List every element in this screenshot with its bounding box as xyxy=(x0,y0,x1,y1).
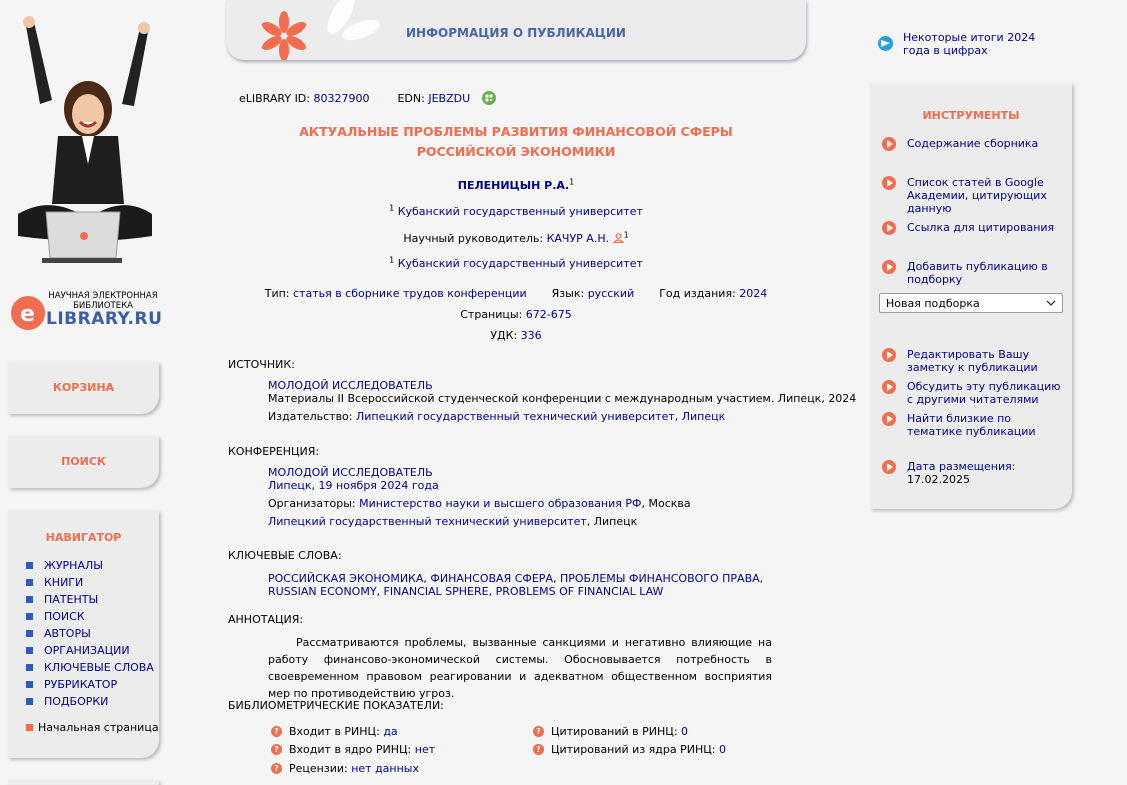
publication-ids xyxy=(239,91,496,105)
nav-item-authors[interactable] xyxy=(26,625,154,642)
udk-value: 336 xyxy=(520,329,542,342)
elibrary-logo[interactable] xyxy=(10,290,163,332)
nav-item-label[interactable]: КЛЮЧЕВЫЕ СЛОВА xyxy=(44,660,154,674)
citations-indicator xyxy=(533,725,688,738)
home-bullet-icon xyxy=(26,724,33,731)
qr-code-icon[interactable] xyxy=(482,91,496,105)
arrow-right-icon xyxy=(882,260,896,274)
conference-place-date[interactable]: Липецк, 19 ноября 2024 года xyxy=(268,479,439,492)
publisher-link[interactable]: Липецкий государственный технический университет, Липецк xyxy=(356,410,726,423)
selection-value: Новая подборка xyxy=(886,296,980,310)
page-title: ИНФОРМАЦИЯ О ПУБЛИКАЦИИ xyxy=(406,26,626,40)
organizer1-city: , Москва xyxy=(641,497,691,510)
arrow-right-icon xyxy=(882,348,896,362)
keywords-list[interactable] xyxy=(268,572,768,598)
cart-panel[interactable] xyxy=(8,362,159,414)
rinc-indicator xyxy=(271,725,398,738)
conference-name[interactable]: МОЛОДОЙ ИССЛЕДОВАТЕЛЬ xyxy=(268,466,433,479)
source-publisher xyxy=(268,410,725,423)
conference-organizers xyxy=(268,497,691,510)
annotation-heading: АННОТАЦИЯ: xyxy=(228,613,304,626)
search-panel[interactable] xyxy=(8,436,159,488)
reviews-value: нет данных xyxy=(351,762,419,775)
nav-item-keywords[interactable] xyxy=(26,659,154,676)
tool-citation-link[interactable] xyxy=(882,221,1067,235)
language-value: русский xyxy=(587,287,635,300)
supervisor-affiliation-number: 1 xyxy=(389,255,395,265)
bullet-icon xyxy=(26,562,33,569)
reviews-label: Рецензии: xyxy=(289,762,348,775)
nav-item-label[interactable]: ПОИСК xyxy=(44,609,85,623)
elibrary-id-link[interactable]: 80327900 xyxy=(313,91,370,105)
search-button[interactable]: ПОИСК xyxy=(61,455,106,468)
nav-item-rubricator[interactable] xyxy=(26,676,154,693)
nav-item-label[interactable]: АВТОРЫ xyxy=(44,626,91,640)
source-name[interactable]: МОЛОДОЙ ИССЛЕДОВАТЕЛЬ xyxy=(268,379,433,392)
bullet-icon xyxy=(26,579,33,586)
affiliation-index: 1 xyxy=(389,203,395,213)
organizer2-link[interactable]: Липецкий государственный технический университет xyxy=(268,515,587,528)
conference-heading: КОНФЕРЕНЦИЯ: xyxy=(228,445,320,458)
left-column xyxy=(0,0,170,785)
bullet-icon xyxy=(26,698,33,705)
arrow-right-icon xyxy=(882,380,896,394)
bottom-panel xyxy=(8,780,159,785)
tool-label[interactable]: Редактировать Вашу заметку к публикации xyxy=(907,348,1038,374)
tool-edit-note[interactable] xyxy=(882,348,1067,374)
tool-add-to-selection[interactable] xyxy=(882,260,1067,286)
tool-contents[interactable] xyxy=(882,137,1067,151)
conference-name-link[interactable] xyxy=(268,466,433,479)
affiliation-link[interactable]: Кубанский государственный университет xyxy=(397,205,643,218)
core-value: нет xyxy=(414,743,436,756)
nav-item-collections[interactable] xyxy=(26,693,154,710)
udk xyxy=(226,329,806,342)
tool-find-similar[interactable] xyxy=(882,412,1067,438)
posted-label: Дата размещения: xyxy=(907,460,1016,473)
telegram-news[interactable] xyxy=(878,31,1063,57)
telegram-news-link[interactable]: Некоторые итоги 2024 года в цифрах xyxy=(903,31,1036,57)
supervisor xyxy=(226,232,806,245)
navigator-panel xyxy=(8,510,159,758)
main-content xyxy=(226,0,857,785)
nav-item-label[interactable]: КНИГИ xyxy=(44,575,84,589)
author-affiliation xyxy=(226,205,806,218)
keywords-text[interactable]: РОССИЙСКАЯ ЭКОНОМИКА, ФИНАНСОВАЯ СФЕРА, ПРОБЛЕМЫ ФИНАНСОВОГО ПРАВА, RUSSIAN ECONOMY, FINANCIAL SPHERE, PROBLEMS OF FINANCIAL LAW xyxy=(268,572,764,598)
help-icon[interactable]: ? xyxy=(533,726,544,737)
author-affiliation-index: 1 xyxy=(569,177,575,187)
logo-caption xyxy=(48,291,158,311)
conference-date-link[interactable] xyxy=(268,479,439,492)
core-cites-label: Цитирований из ядра РИНЦ: xyxy=(551,743,716,756)
rinc-core-indicator xyxy=(271,743,435,756)
pages xyxy=(226,308,806,321)
logo-caption-line2: БИБЛИОТЕКА xyxy=(73,301,133,311)
arrow-right-icon xyxy=(882,137,896,151)
tool-discuss[interactable] xyxy=(882,380,1067,406)
posted-value: 17.02.2025 xyxy=(907,473,970,486)
organizer2-city: , Липецк xyxy=(586,515,638,528)
tool-label[interactable]: Добавить публикацию в подборку xyxy=(907,260,1048,286)
home-link-label[interactable]: Начальная страница xyxy=(38,721,159,734)
conference-organizer2 xyxy=(268,515,637,528)
page-header-banner xyxy=(226,0,806,60)
right-column xyxy=(870,0,1072,785)
publisher-label: Издательство: xyxy=(268,410,353,423)
logo-text: LIBRARY.RU xyxy=(46,309,163,329)
home-link[interactable] xyxy=(26,721,159,734)
source-name-link[interactable] xyxy=(268,379,433,392)
edn-link[interactable]: JEBZDU xyxy=(428,91,471,105)
tool-label[interactable]: Обсудить эту публикацию с другими читателями xyxy=(907,380,1061,406)
nav-item-label[interactable]: ПАТЕНТЫ xyxy=(44,592,99,606)
nav-item-label[interactable]: РУБРИКАТОР xyxy=(44,677,118,691)
help-icon[interactable]: ? xyxy=(271,726,282,737)
chevron-down-icon xyxy=(1046,300,1056,306)
author-link[interactable]: ПЕЛЕНИЦЫН Р.А. xyxy=(457,179,570,192)
year-value: 2024 xyxy=(739,287,768,300)
posted-date xyxy=(882,460,1067,486)
nav-item-journals[interactable] xyxy=(26,557,154,574)
cites-value[interactable]: 0 xyxy=(681,725,689,738)
logo-caption-line1: НАУЧНАЯ ЭЛЕКТРОННАЯ xyxy=(48,291,158,301)
edn-label: EDN: xyxy=(397,91,425,105)
arrow-right-icon xyxy=(882,176,896,190)
pages-label: Страницы: xyxy=(460,308,523,321)
nav-item-books[interactable] xyxy=(26,574,154,591)
tool-label[interactable]: Найти близкие по тематике публикации xyxy=(907,412,1036,438)
core-label: Входит в ядро РИНЦ: xyxy=(289,743,412,756)
arrow-right-icon xyxy=(882,221,896,235)
help-icon[interactable]: ? xyxy=(271,763,282,774)
biblio-heading: БИБЛИОМЕТРИЧЕСКИЕ ПОКАЗАТЕЛИ: xyxy=(228,699,444,712)
supervisor-label: Научный руководитель: xyxy=(403,232,544,245)
bullet-icon xyxy=(26,681,33,688)
bullet-icon xyxy=(26,664,33,671)
cites-label: Цитирований в РИНЦ: xyxy=(551,725,678,738)
nav-item-label[interactable]: ОРГАНИЗАЦИИ xyxy=(44,643,130,657)
tools-panel xyxy=(870,83,1072,509)
source-heading: ИСТОЧНИК: xyxy=(228,358,295,371)
bullet-icon xyxy=(26,647,33,654)
supervisor-affiliation xyxy=(226,257,806,270)
author xyxy=(226,179,806,192)
publication-meta xyxy=(226,287,806,300)
rinc-value: да xyxy=(383,725,398,738)
bullet-icon xyxy=(26,596,33,603)
tool-label[interactable]: Ссылка для цитирования xyxy=(907,221,1055,234)
posted-date-block xyxy=(907,460,1067,486)
nav-item-patents[interactable] xyxy=(26,591,154,608)
year-label: Год издания: xyxy=(659,287,736,300)
core-cites-value[interactable]: 0 xyxy=(718,743,726,756)
help-icon[interactable]: ? xyxy=(533,744,544,755)
publication-title-line2: РОССИЙСКОЙ ЭКОНОМИКИ xyxy=(416,144,616,159)
telegram-icon xyxy=(878,36,893,51)
svg-text:e: e xyxy=(20,302,35,327)
annotation-text: Рассматриваются проблемы, вызванные санкциями и негативно влияющие на работу финансово-экономической системы. Обосновывается потребность в своевременном правовом реагировании и адекватном общественном восприятия мер по противодействию угроз. xyxy=(268,636,772,700)
bullet-icon xyxy=(26,613,33,620)
tool-label[interactable]: Список статей в Google Академии, цитирующих данную xyxy=(907,176,1047,215)
selection-dropdown[interactable] xyxy=(879,293,1063,313)
supervisor-link[interactable]: КАЧУР А.Н. xyxy=(546,232,610,245)
core-citations-indicator xyxy=(533,743,726,756)
language-label: Язык: xyxy=(551,287,585,300)
nav-item-label[interactable]: ПОДБОРКИ xyxy=(44,694,109,708)
udk-label: УДК: xyxy=(490,329,518,342)
publication-title xyxy=(226,122,806,162)
help-icon[interactable]: ? xyxy=(271,744,282,755)
navigator-list xyxy=(26,557,154,710)
reviews-indicator xyxy=(271,762,419,775)
arrow-right-icon xyxy=(882,412,896,426)
hero-illustration xyxy=(12,14,157,264)
supervisor-affiliation-link[interactable]: Кубанский государственный университет xyxy=(397,257,643,270)
person-icon[interactable] xyxy=(613,233,624,243)
nav-item-label[interactable]: ЖУРНАЛЫ xyxy=(44,558,103,572)
organizers-label: Организаторы: xyxy=(268,497,356,510)
bullet-icon xyxy=(26,630,33,637)
navigator-title: НАВИГАТОР xyxy=(45,531,122,544)
tool-google-scholar[interactable] xyxy=(882,176,1067,215)
arrow-right-icon xyxy=(882,460,896,474)
tool-label[interactable]: Содержание сборника xyxy=(907,137,1039,150)
publication-title-line1: АКТУАЛЬНЫЕ ПРОБЛЕМЫ РАЗВИТИЯ ФИНАНСОВОЙ СФЕРЫ xyxy=(299,124,733,139)
source-details: Материалы II Всероссийской студенческой конференции с международным участием. Липецк, 2024 xyxy=(268,392,857,405)
nav-item-search[interactable] xyxy=(26,608,154,625)
organizer1-link[interactable]: Министерство науки и высшего образования РФ xyxy=(359,497,642,510)
cart-button[interactable]: КОРЗИНА xyxy=(52,381,115,394)
supervisor-affiliation-index: 1 xyxy=(623,230,629,240)
tools-title: ИНСТРУМЕНТЫ xyxy=(922,109,1020,122)
pages-value: 672-675 xyxy=(525,308,572,321)
elibrary-id-label: eLIBRARY ID: xyxy=(239,91,310,105)
type-label: Тип: xyxy=(264,287,290,300)
rinc-label: Входит в РИНЦ: xyxy=(289,725,380,738)
nav-item-organizations[interactable] xyxy=(26,642,154,659)
type-value: статья в сборнике трудов конференции xyxy=(293,287,527,300)
keywords-heading: КЛЮЧЕВЫЕ СЛОВА: xyxy=(228,549,342,562)
